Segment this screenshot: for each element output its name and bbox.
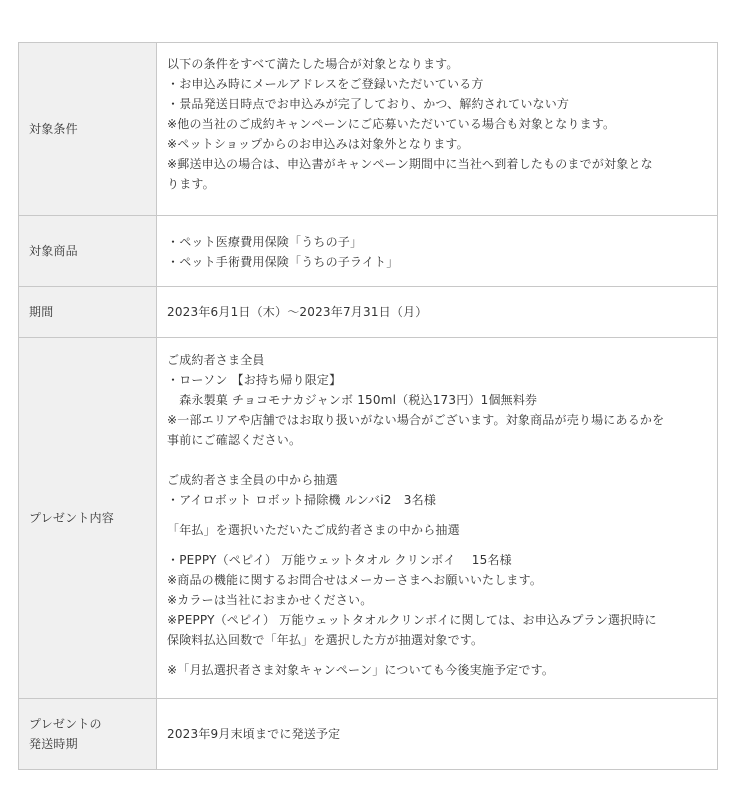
present-line: ※「月払選択者さま対象キャンペーン」についても今後実施予定です。 — [167, 663, 555, 677]
present-line: 事前にご確認ください。 — [167, 433, 302, 447]
present-line: 保険料払込回数で「年払」を選択した方が抽選対象です。 — [167, 633, 484, 647]
product-line: ・ペット医療費用保険「うちの子」 — [167, 235, 363, 249]
table-row-period — [19, 287, 718, 338]
spacer — [167, 540, 707, 550]
present-line: ※PEPPY（ペピイ） 万能ウェットタオルクリンボイに関しては、お申込みプラン選択時に — [167, 613, 657, 627]
condition-line: ・お申込み時にメールアドレスをご登録いただいている方 — [167, 77, 484, 91]
row-label-products: 対象商品 — [19, 216, 157, 287]
condition-line: ・景品発送日時点でお申込みが完了しており、かつ、解約されていない方 — [167, 97, 570, 111]
row-content-shipping — [157, 699, 718, 770]
spacer — [167, 650, 707, 660]
spacer — [167, 450, 707, 470]
row-content-products — [157, 216, 718, 287]
row-content-period — [157, 287, 718, 338]
spacer — [167, 510, 707, 520]
row-content-conditions — [157, 43, 718, 216]
shipping-label-line: プレゼントの — [29, 717, 102, 731]
present-line: ・PEPPY（ペピイ） 万能ウェットタオル クリンボイ 15名様 — [167, 553, 512, 567]
present-line: ご成約者さま全員 — [167, 353, 265, 367]
row-content-present — [157, 338, 718, 699]
present-line: ご成約者さま全員の中から抽選 — [167, 473, 338, 487]
condition-line: ります。 — [167, 177, 215, 191]
product-line: ・ペット手術費用保険「うちの子ライト」 — [167, 255, 399, 269]
table-row-present — [19, 338, 718, 699]
table-row-products — [19, 216, 718, 287]
row-label-conditions: 対象条件 — [19, 43, 157, 216]
present-line: ※商品の機能に関するお問合せはメーカーさまへお願いいたします。 — [167, 573, 543, 587]
row-label-present: プレゼント内容 — [19, 338, 157, 699]
condition-line: ※郵送申込の場合は、申込書がキャンペーン期間中に当社へ到着したものまでが対象とな — [167, 157, 653, 171]
condition-line: 以下の条件をすべて満たした場合が対象となります。 — [167, 57, 459, 71]
present-line: ・アイロボット ロボット掃除機 ルンバi2 3名様 — [167, 493, 437, 507]
present-line: ※カラーは当社におまかせください。 — [167, 593, 373, 607]
present-line: 森永製菓 チョコモナカジャンボ 150ml（税込173円）1個無料券 — [167, 393, 538, 407]
period-text: 2023年6月1日（木）～2023年7月31日（月） — [167, 305, 428, 319]
condition-line: ※他の当社のご成約キャンペーンにご応募いただいている場合も対象となります。 — [167, 117, 616, 131]
present-line: 「年払」を選択いただいたご成約者さまの中から抽選 — [167, 523, 460, 537]
campaign-details-table — [18, 42, 718, 770]
condition-line: ※ペットショップからのお申込みは対象外となります。 — [167, 137, 469, 151]
present-line: ※一部エリアや店舗ではお取り扱いがない場合がございます。対象商品が売り場にあるかを — [167, 413, 665, 427]
shipping-text: 2023年9月末頃までに発送予定 — [167, 727, 341, 741]
shipping-label-line: 発送時期 — [29, 737, 78, 751]
row-label-period: 期間 — [19, 287, 157, 338]
table-row-conditions — [19, 43, 718, 216]
row-label-shipping — [19, 699, 157, 770]
present-line: ・ローソン 【お持ち帰り限定】 — [167, 373, 342, 387]
table-row-shipping — [19, 699, 718, 770]
